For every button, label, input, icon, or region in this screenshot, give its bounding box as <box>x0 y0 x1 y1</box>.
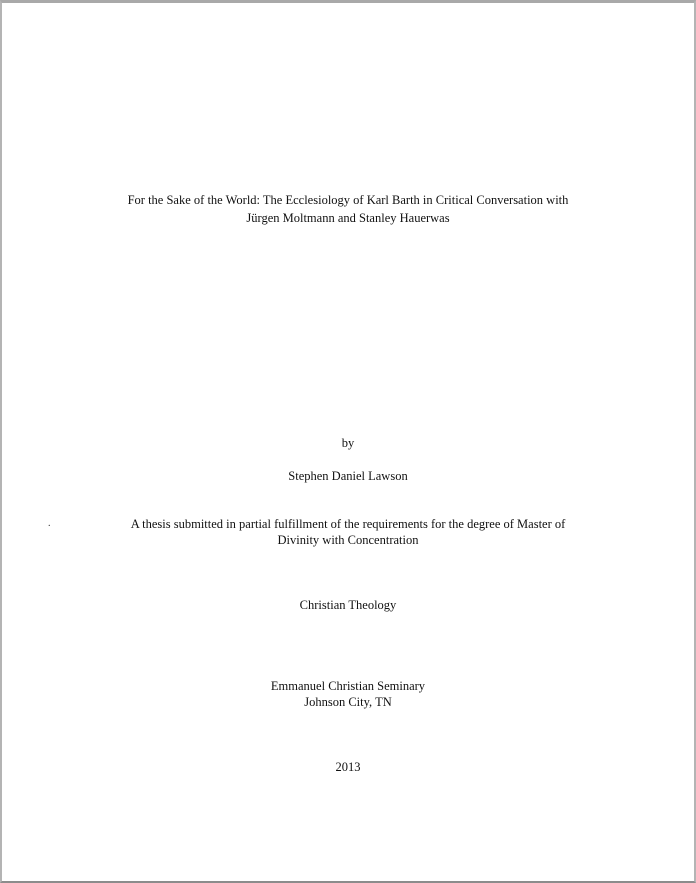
by-label: by <box>341 436 355 450</box>
thesis-title-line-1: For the Sake of the World: The Ecclesiology of Karl Barth in Critical Conversation with <box>127 193 569 207</box>
concentration: Christian Theology <box>299 598 397 612</box>
institution-name: Emmanuel Christian Seminary <box>270 679 426 693</box>
degree-statement-line-2: Divinity with Concentration <box>277 533 419 547</box>
degree-statement-line-1: A thesis submitted in partial fulfillment of the requirements for the degree of Master of <box>130 517 566 531</box>
institution-location: Johnson City, TN <box>304 695 392 709</box>
author-name: Stephen Daniel Lawson <box>288 469 408 483</box>
stray-dot: . <box>48 518 51 529</box>
thesis-title-line-2: Jürgen Moltmann and Stanley Hauerwas <box>246 211 450 225</box>
year: 2013 <box>335 760 361 774</box>
